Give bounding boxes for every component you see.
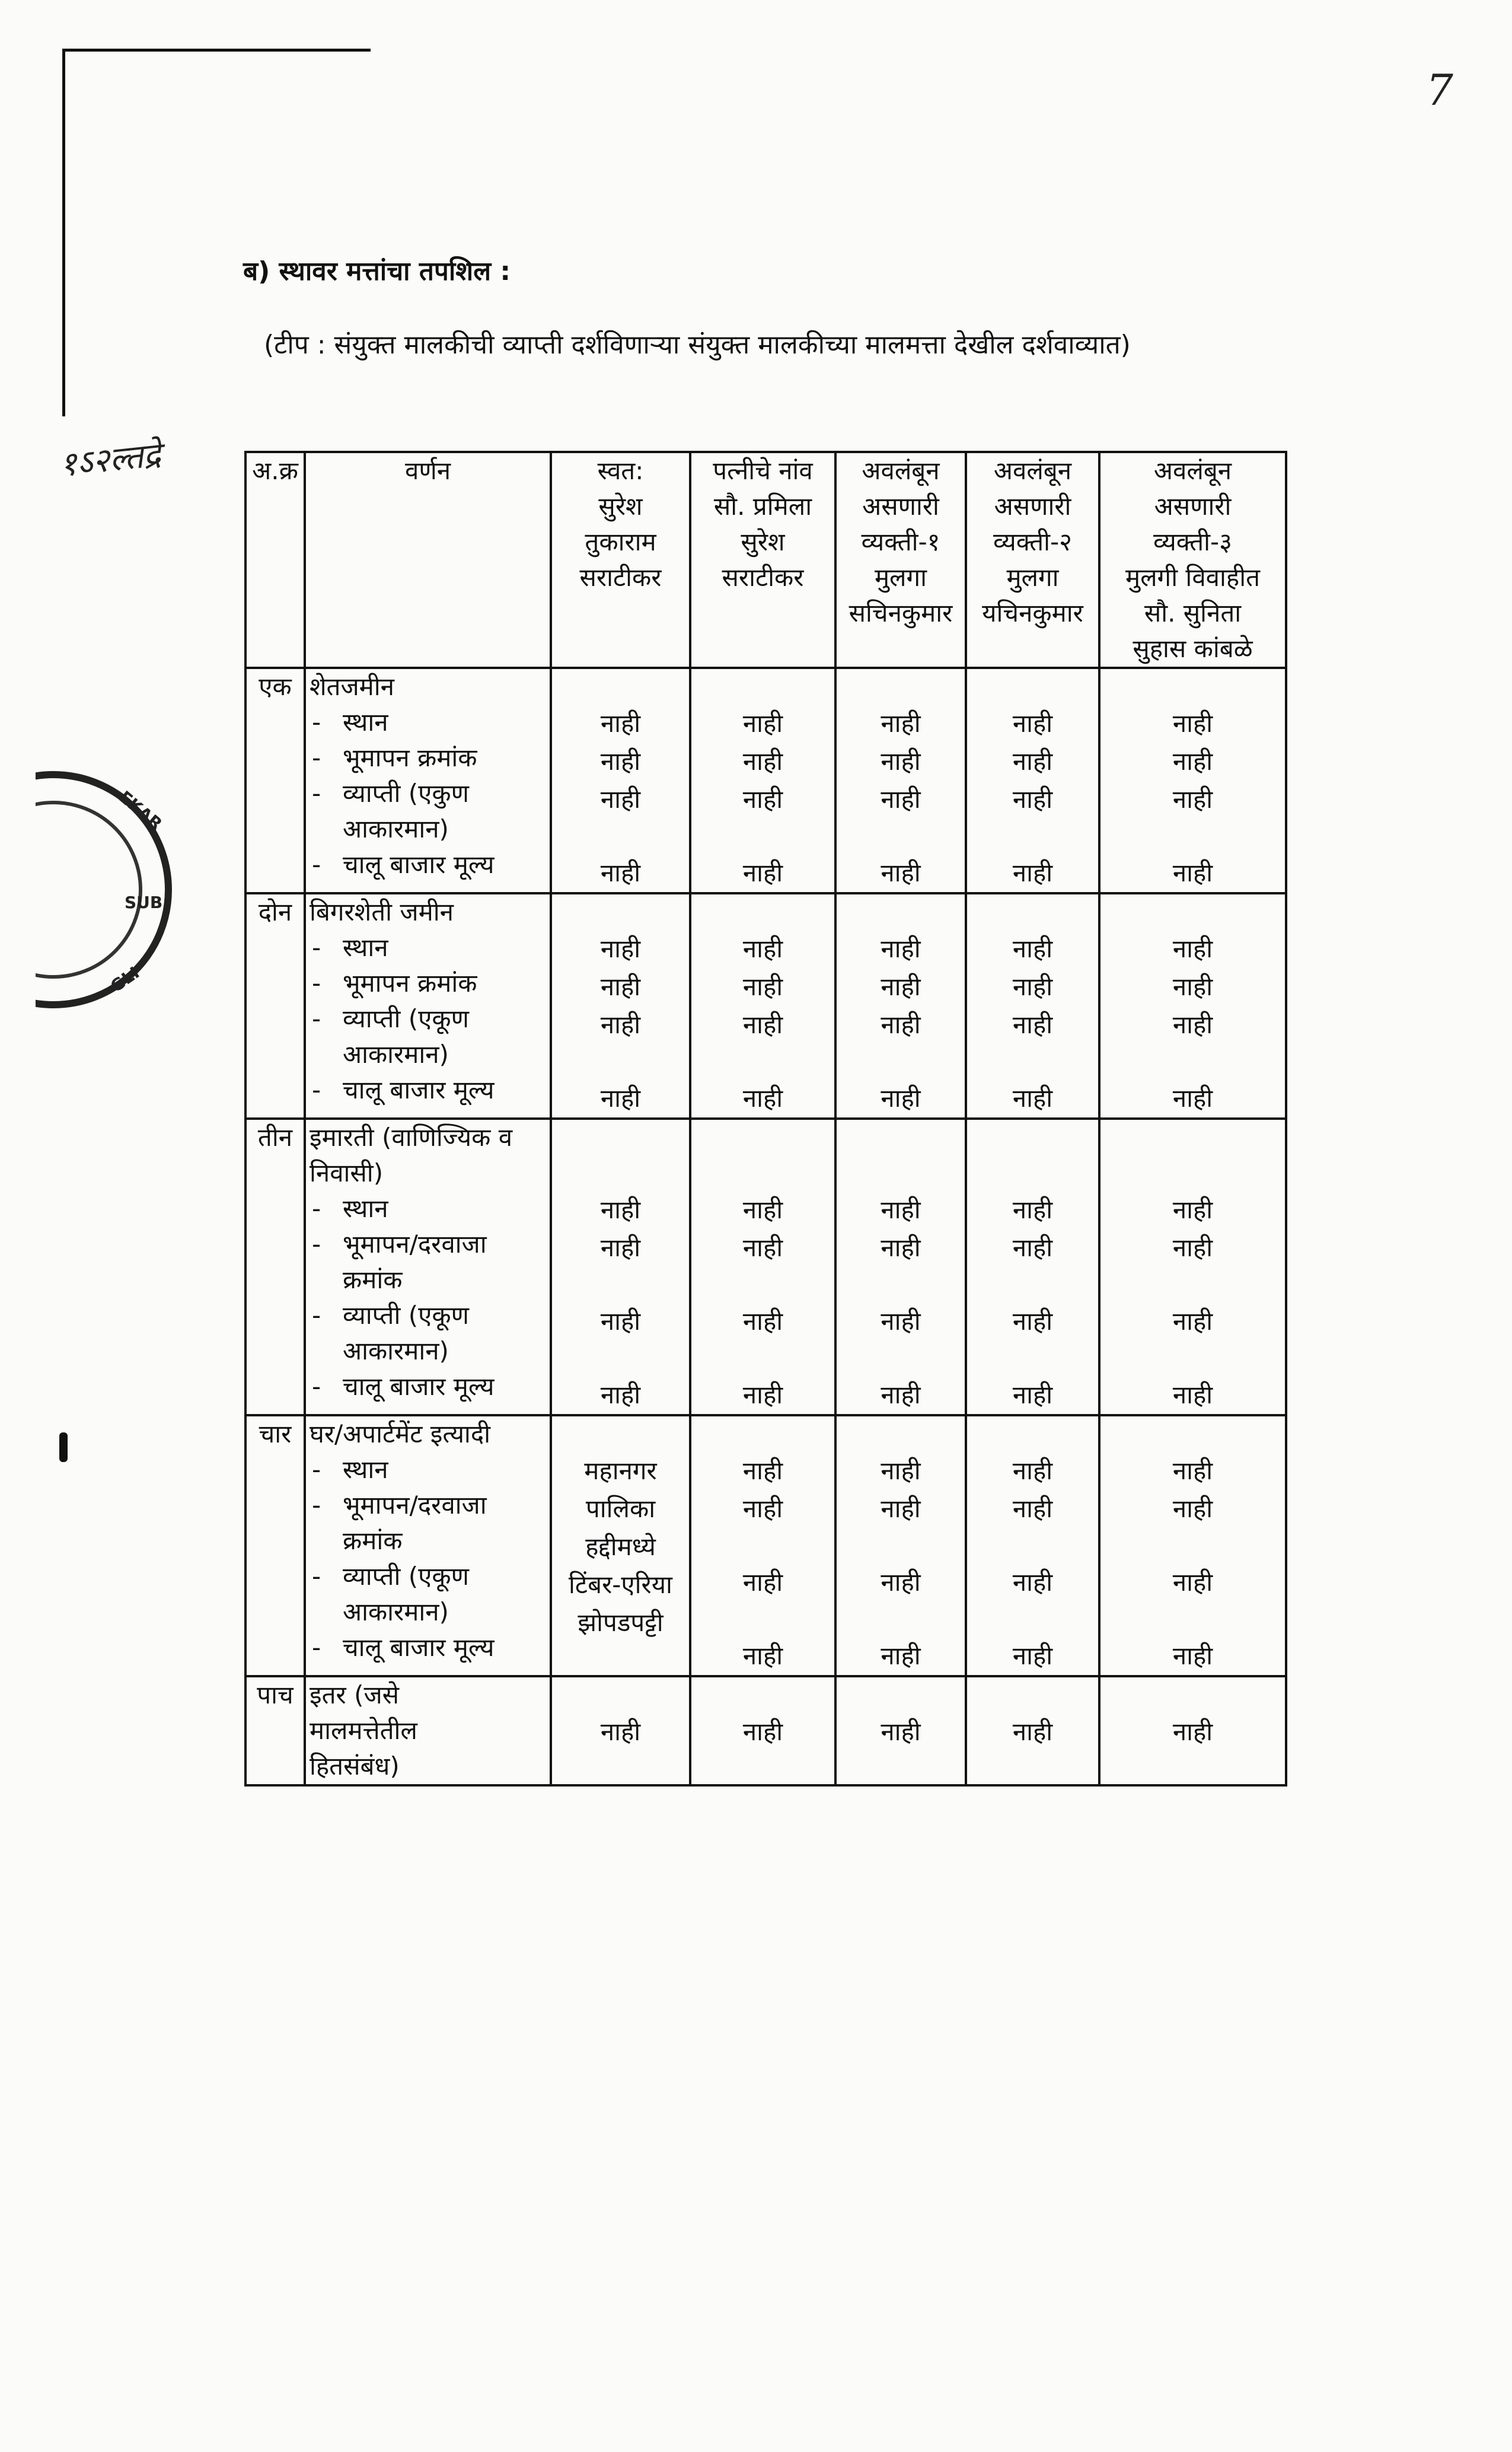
table-row-house-apartment: [245, 1415, 1286, 1676]
cell-spouse: नाही: [690, 1676, 835, 1785]
table-row-other: [245, 1676, 1286, 1785]
corner-border-top: [62, 49, 371, 52]
stamp-text-bottom: GLI: [107, 963, 143, 996]
row-description: घर/अपार्टमेंट इत्यादी - स्थान - भूमापन/दरवाजा क्रमांक - व्याप्ती (एकूण आकारमान) - चालू बाजार मूल्य: [305, 1415, 551, 1676]
cell-spouse: नाही नाही नाही नाही: [690, 893, 835, 1119]
cell-dependent-3: नाही नाही नाही नाही: [1099, 668, 1286, 893]
header-description: वर्णन: [305, 452, 551, 668]
page-number: 7: [1426, 65, 1453, 115]
header-dependent-1: अवलंबून असणारी व्यक्ती-१ मुलगा सचिनकुमार: [835, 452, 966, 668]
cell-dependent-3: नाही नाही नाही नाही: [1099, 1119, 1286, 1415]
cell-dependent-3: नाही नाही नाही नाही: [1099, 893, 1286, 1119]
table-row-non-agricultural-land: [245, 893, 1286, 1119]
header-spouse: पत्नीचे नांव सौ. प्रमिला सुरेश सराटीकर: [690, 452, 835, 668]
office-stamp: [36, 765, 202, 1014]
row-description: शेतजमीन - स्थान - भूमापन क्रमांक - व्याप्ती (एकुण आकारमान) - चालू बाजार मूल्य: [305, 668, 551, 893]
header-dependent-2: अवलंबून असणारी व्यक्ती-२ मुलगा यचिनकुमार: [966, 452, 1099, 668]
margin-ink-mark: [59, 1432, 68, 1462]
cell-self: नाही नाही नाही नाही: [551, 668, 690, 893]
cell-dependent-2: नाही नाही नाही नाही: [966, 1415, 1099, 1676]
stamp-text-mid: SUB: [125, 893, 163, 912]
row-sr: पाच: [245, 1676, 305, 1785]
header-sr: अ.क्र: [245, 452, 305, 668]
table-row-buildings: [245, 1119, 1286, 1415]
cell-dependent-1: नाही नाही नाही नाही: [835, 1119, 966, 1415]
section-note: (टीप : संयुक्त मालकीची व्याप्ती दर्शविणाऱ्या संयुक्त मालकीच्या मालमत्ता देखील दर्शवाव्यात): [264, 330, 1131, 360]
cell-self-location-text: महानगर पालिका हद्दीमध्ये टिंबर-एरिया झोपडपट्टी: [551, 1415, 690, 1676]
section-heading: ब) स्थावर मत्तांचा तपशिल :: [243, 256, 511, 286]
cell-dependent-1: नाही नाही नाही नाही: [835, 893, 966, 1119]
cell-dependent-3: नाही: [1099, 1676, 1286, 1785]
cell-dependent-2: नाही नाही नाही नाही: [966, 893, 1099, 1119]
row-sr: एक: [245, 668, 305, 893]
cell-spouse: नाही नाही नाही नाही: [690, 668, 835, 893]
row-description: इतर (जसे मालमत्तेतील हितसंबंध): [305, 1676, 551, 1785]
cell-self: नाही: [551, 1676, 690, 1785]
cell-dependent-2: नाही: [966, 1676, 1099, 1785]
cell-dependent-2: नाही नाही नाही नाही: [966, 1119, 1099, 1415]
row-description: इमारती (वाणिज्यिक व निवासी) - स्थान - भूमापन/दरवाजा क्रमांक - व्याप्ती (एकूण आकारमान) - चालू बाजार मूल्य: [305, 1119, 551, 1415]
header-self: स्वत: सुरेश तुकाराम सराटीकर: [551, 452, 690, 668]
cell-dependent-2: नाही नाही नाही नाही: [966, 668, 1099, 893]
cell-dependent-1: नाही: [835, 1676, 966, 1785]
cell-self: नाही नाही नाही नाही: [551, 1119, 690, 1415]
row-description: बिगरशेती जमीन - स्थान - भूमापन क्रमांक - व्याप्ती (एकूण आकारमान) - चालू बाजार मूल्य: [305, 893, 551, 1119]
row-sr: दोन: [245, 893, 305, 1119]
cell-dependent-3: नाही नाही नाही नाही: [1099, 1415, 1286, 1676]
cell-spouse: नाही नाही नाही नाही: [690, 1415, 835, 1676]
cell-dependent-1: नाही नाही नाही नाही: [835, 668, 966, 893]
row-sr: तीन: [245, 1119, 305, 1415]
stamp-text-top: EKAR: [115, 786, 166, 835]
cell-spouse: नाही नाही नाही नाही: [690, 1119, 835, 1415]
handwritten-margin-note: १ऽ२ल्तद्रे: [58, 435, 163, 485]
row-sr: चार: [245, 1415, 305, 1676]
table-row-agricultural-land: [245, 668, 1286, 893]
header-dependent-3: अवलंबून असणारी व्यक्ती-३ मुलगी विवाहीत सौ. सुनिता सुहास कांबळे: [1099, 452, 1286, 668]
cell-dependent-1: नाही नाही नाही नाही: [835, 1415, 966, 1676]
cell-self: नाही नाही नाही नाही: [551, 893, 690, 1119]
table-header-row: [245, 452, 1286, 668]
immovable-assets-table: [244, 451, 1287, 1787]
corner-border-left: [62, 49, 65, 416]
